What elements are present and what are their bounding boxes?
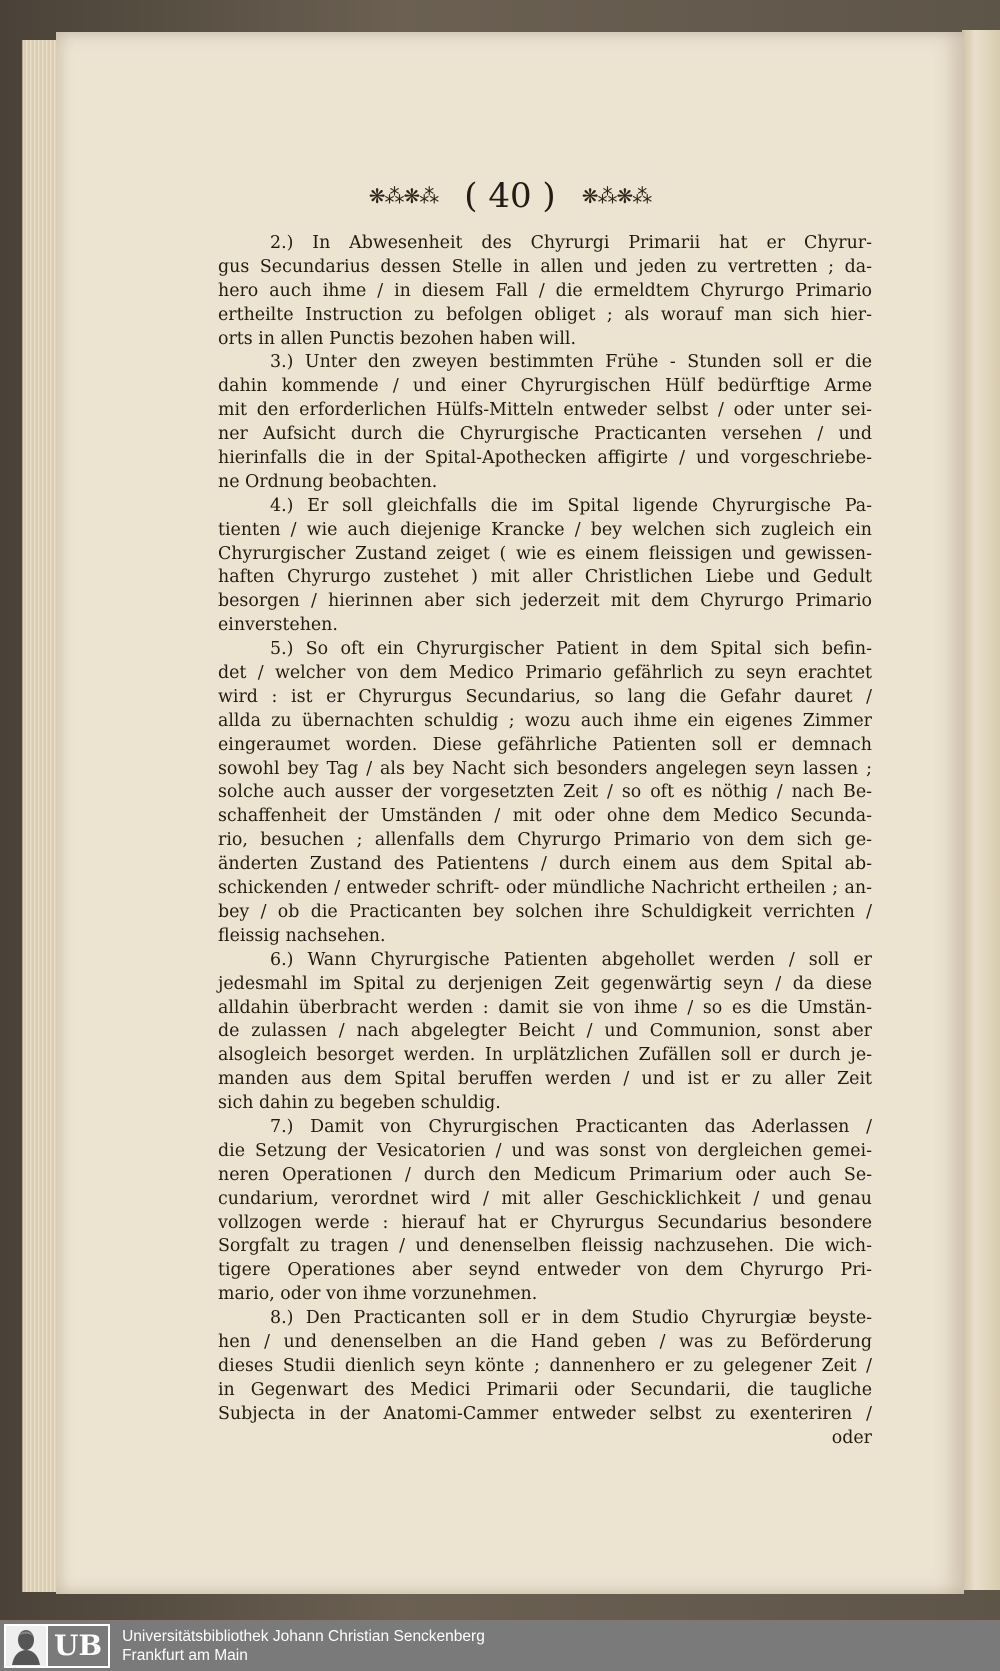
text-line: tienten / wie auch diejenige Krancke / bey welchen sich zugleich ein bbox=[218, 519, 872, 540]
text-line: 6.) Wann Chyrurgische Patienten abgehollet werden / soll er bbox=[270, 949, 872, 970]
text-line: 2.) In Abwesenheit des Chyrurgi Primarii hat er Chyrur- bbox=[270, 233, 872, 253]
text-line: in Gegenwart des Medici Primarii oder Secundarii, die taugliche bbox=[218, 1379, 872, 1400]
library-name-line2: Frankfurt am Main bbox=[122, 1646, 248, 1664]
text-line: fleissig nachsehen. bbox=[218, 925, 386, 946]
library-footer bbox=[0, 1620, 1000, 1671]
text-line: 3.) Unter den zweyen bestimmten Frühe - Stunden soll er die bbox=[270, 352, 872, 373]
text-line: sich dahin zu begeben schuldig. bbox=[218, 1093, 501, 1114]
catchword: oder bbox=[831, 1427, 872, 1448]
text-line: neren Operationen / durch den Medicum Primarium oder auch Se- bbox=[218, 1164, 872, 1185]
left-ornament: ❋⁂❋⁂ bbox=[368, 184, 439, 208]
page-header bbox=[300, 168, 720, 224]
text-line: hero auch ihme / in diesem Fall / die ermeldtem Chyrurgo Primario bbox=[218, 280, 872, 301]
text-line: wird : ist er Chyrurgus Secundarius, so lang die Gefahr dauret / bbox=[218, 686, 872, 707]
text-line: orts in allen Punctis bezohen haben will. bbox=[218, 328, 576, 349]
text-line: tigere Operationes aber seynd entweder von dem Chyrurgo Pri- bbox=[218, 1260, 872, 1281]
text-line: cundarium, verordnet wird / mit aller Geschicklichkeit / und genau bbox=[218, 1188, 872, 1209]
ub-logo-text: UB bbox=[48, 1624, 110, 1668]
text-line: die Setzung der Vesicatorien / und was sonst von dergleichen gemei- bbox=[218, 1140, 872, 1161]
text-line: Sorgfalt zu tragen / und denenselben fleissig nachzusehen. Die wich- bbox=[218, 1236, 872, 1257]
text-line: mario, oder von ihme vorzunehmen. bbox=[218, 1284, 538, 1305]
text-line: dieses Studii dienlich seyn könte ; dannenhero er zu gelegener Zeit / bbox=[218, 1355, 872, 1376]
text-line: vollzogen werde : hierauf hat er Chyrurgus Secundarius besondere bbox=[218, 1212, 872, 1233]
text-line: alldahin überbracht werden : damit sie von ihme / so es die Umstän- bbox=[218, 997, 872, 1018]
text-line: 4.) Er soll gleichfalls die im Spital ligende Chyrurgische Pa- bbox=[270, 495, 872, 516]
text-line: rio, besuchen ; allenfalls dem Chyrurgo Primario von dem sich ge- bbox=[218, 830, 872, 851]
page-number: ( 40 ) bbox=[464, 176, 556, 216]
text-line: gus Secundarius dessen Stelle in allen und jeden zu vertretten ; da- bbox=[218, 256, 872, 277]
text-line: ne Ordnung beobachten. bbox=[218, 471, 438, 492]
right-ornament: ❋⁂❋⁂ bbox=[581, 184, 652, 208]
text-line: hierinfalls die in der Spital-Apothecken affigirte / und vorgeschriebe- bbox=[218, 448, 872, 469]
text-line: einverstehen. bbox=[218, 615, 338, 636]
text-line: eingeraumet worden. Diese gefährliche Patienten soll er demnach bbox=[218, 734, 872, 755]
text-line: Chyrurgischer Zustand zeiget ( wie es einem fleissigen und gewissen- bbox=[218, 543, 872, 564]
text-line: hen / und denenselben an die Hand geben / was zu Beförderung bbox=[218, 1331, 872, 1352]
library-name-line1: Universitätsbibliothek Johann Christian Senckenberg bbox=[122, 1627, 485, 1645]
text-line: änderten Zustand des Patientens / durch einem aus dem Spital ab- bbox=[218, 854, 872, 875]
text-line: alsogleich besorget werden. In urplätzlichen Zufällen soll er durch je- bbox=[218, 1045, 872, 1066]
text-line: dahin kommende / und einer Chyrurgischen Hülf bedürftige Arme bbox=[218, 376, 872, 397]
text-line: 5.) So oft ein Chyrurgischer Patient in dem Spital sich befin- bbox=[270, 639, 872, 660]
text-line: haften Chyrurgo zustehet ) mit aller Christlichen Liebe und Gedult bbox=[218, 567, 872, 588]
text-line: allda zu übernachten schuldig ; wozu auch ihme ein eigenes Zimmer bbox=[218, 710, 872, 731]
text-line: mit den erforderlichen Hülfs-Mitteln entweder selbst / oder unter sei- bbox=[218, 400, 872, 421]
text-line: solche auch ausser der vorgesetzten Zeit / so oft es nöthig / nach Be- bbox=[218, 782, 872, 803]
library-name bbox=[122, 1627, 485, 1665]
ub-logo[interactable] bbox=[4, 1624, 110, 1668]
text-line: schaffenheit der Umständen / mit oder ohne dem Medico Secunda- bbox=[218, 806, 872, 827]
text-line: det / welcher von dem Medico Primario gefährlich zu seyn erachtet bbox=[218, 663, 872, 684]
text-line: ertheilte Instruction zu befolgen obliget ; als worauf man sich hier- bbox=[218, 304, 872, 325]
text-line: besorgen / hierinnen aber sich jederzeit mit dem Chyrurgo Primario bbox=[218, 591, 872, 612]
portrait-icon bbox=[4, 1624, 48, 1668]
text-line: bey / ob die Practicanten bey solchen ihre Schuldigkeit verrichten / bbox=[218, 901, 872, 922]
body-text bbox=[218, 232, 872, 1450]
text-line: 7.) Damit von Chyrurgischen Practicanten das Aderlassen / bbox=[270, 1116, 872, 1137]
text-line: de zulassen / nach abgelegter Beicht / und Communion, sonst aber bbox=[218, 1021, 872, 1042]
facing-page-edge bbox=[962, 30, 1000, 1590]
text-line: 8.) Den Practicanten soll er in dem Studio Chyrurgiæ beyste- bbox=[270, 1308, 872, 1329]
text-line: jedesmahl im Spital zu derjenigen Zeit gegenwärtig seyn / da diese bbox=[218, 973, 872, 994]
text-line: schickenden / entweder schrift- oder mündliche Nachricht ertheilen ; an- bbox=[218, 878, 872, 899]
text-line: Subjecta in der Anatomi-Cammer entweder selbst zu exenteriren / bbox=[218, 1403, 872, 1424]
text-line: manden aus dem Spital beruffen werden / und ist er zu aller Zeit bbox=[218, 1069, 872, 1090]
text-line: ner Aufsicht durch die Chyrurgische Practicanten versehen / und bbox=[218, 424, 872, 445]
text-line: sowohl bey Tag / als bey Nacht sich besonders angelegen seyn lassen ; bbox=[218, 758, 872, 779]
